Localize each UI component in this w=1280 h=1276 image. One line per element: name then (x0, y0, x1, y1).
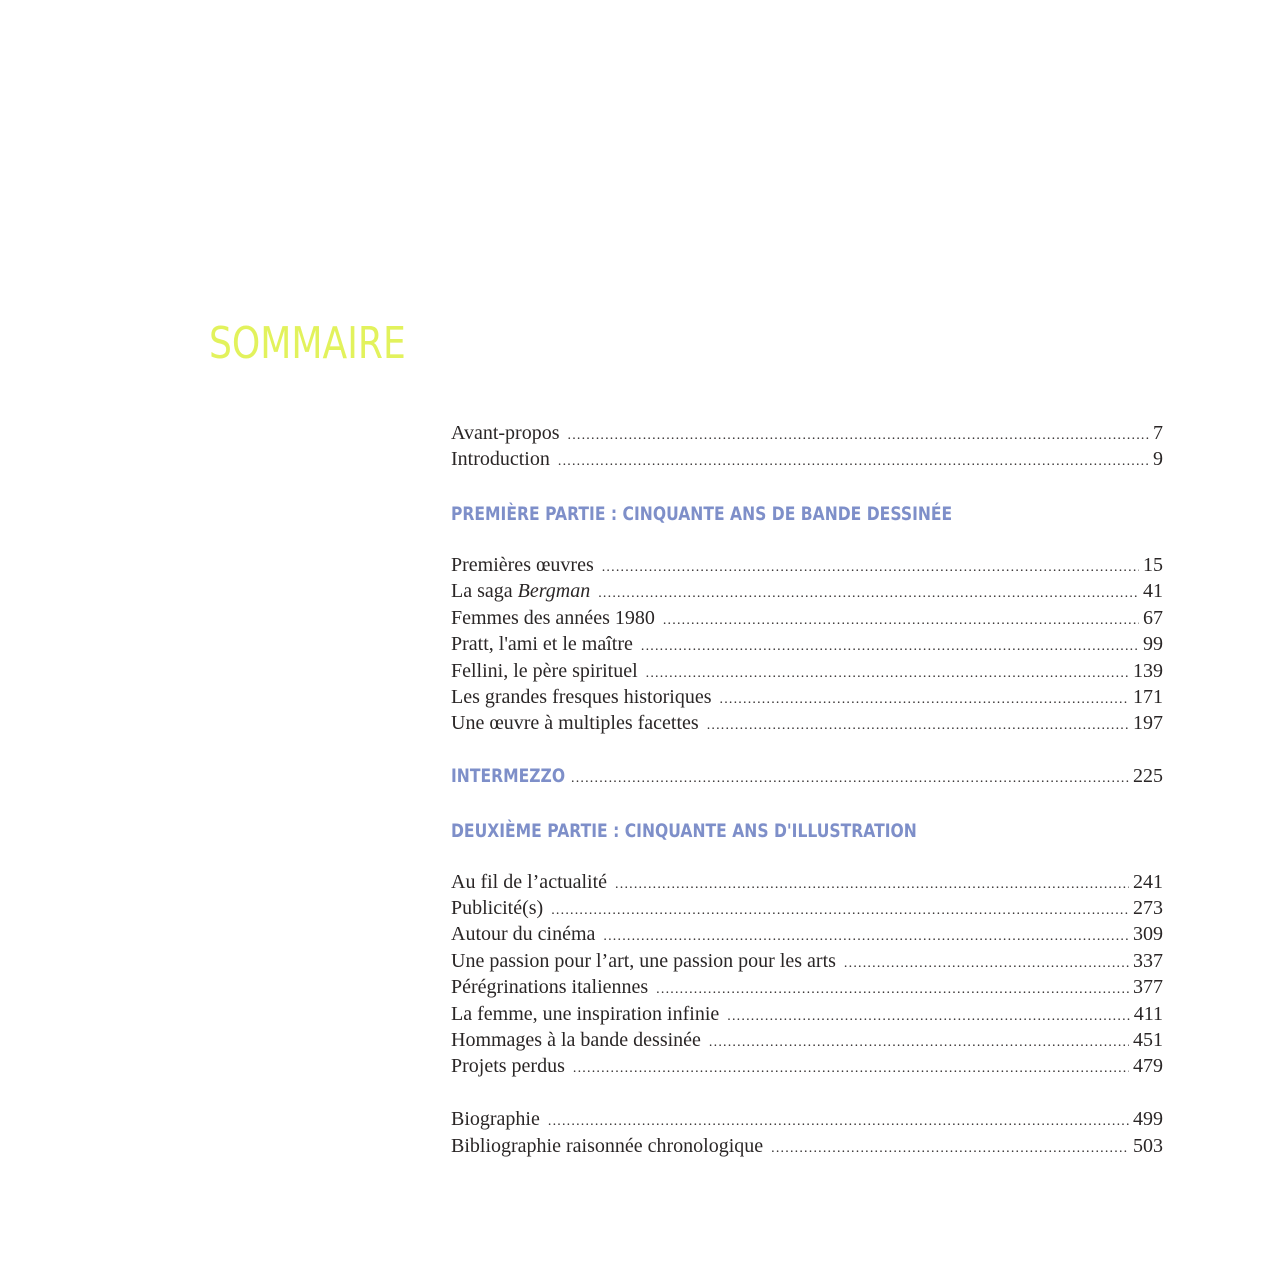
toc-entry-label: Pérégrinations italiennes (451, 976, 649, 999)
toc-entry-label: Premières œuvres (451, 553, 594, 576)
dot-leader (844, 956, 1129, 972)
toc-entry-label: Pratt, l'ami et le maître (451, 633, 633, 656)
part-one-group (451, 554, 1163, 739)
dot-leader (720, 692, 1130, 708)
toc-entry[interactable] (451, 607, 1163, 633)
toc-entry[interactable] (451, 633, 1163, 659)
spacer (451, 1082, 1163, 1108)
toc-entry-page: 99 (1143, 633, 1163, 656)
toc-entry-label: Femmes des années 1980 (451, 606, 655, 629)
toc-entry-page: 377 (1133, 976, 1163, 999)
dot-leader (571, 771, 1129, 787)
intermezzo-label-text: INTERMEZZO (451, 765, 566, 788)
spacer (451, 475, 1163, 501)
toc-entry-page: 171 (1133, 685, 1163, 708)
toc-entry[interactable] (451, 422, 1163, 448)
toc-entry-page: 15 (1143, 553, 1163, 576)
dot-leader (568, 428, 1150, 444)
toc-entry-label: Fellini, le père spirituel (451, 659, 638, 682)
toc-entry-page: 337 (1133, 949, 1163, 972)
toc-entry-label: Les grandes fresques historiques (451, 685, 712, 708)
toc-entry[interactable] (451, 1135, 1163, 1161)
dot-leader (548, 1114, 1129, 1130)
toc-entry-label: Bibliographie raisonnée chronologique (451, 1134, 764, 1157)
toc-entry[interactable] (451, 1055, 1163, 1081)
toc-entry-page: 139 (1133, 659, 1163, 682)
toc-entry-label: Autour du cinéma (451, 923, 596, 946)
toc-entry[interactable] (451, 686, 1163, 712)
intermezzo-entry[interactable] (451, 765, 1163, 791)
dot-leader (573, 1061, 1129, 1077)
toc-entry-page: 7 (1153, 422, 1163, 444)
toc-entry[interactable] (451, 976, 1163, 1002)
dot-leader (602, 560, 1139, 576)
dot-leader (771, 1141, 1129, 1157)
toc-entry-label: Publicité(s) (451, 897, 544, 920)
toc-entry-label (451, 580, 590, 603)
spacer (451, 528, 1163, 554)
dot-leader (707, 718, 1129, 734)
dot-leader (603, 929, 1129, 945)
toc-entry-page: 451 (1133, 1028, 1163, 1051)
toc-entry[interactable] (451, 871, 1163, 897)
dot-leader (558, 454, 1149, 470)
toc-entry-label: Au fil de l’actualité (451, 870, 608, 893)
toc-entry-page: 499 (1133, 1108, 1163, 1131)
toc-entry[interactable] (451, 660, 1163, 686)
toc-entry-label-italic: Bergman (517, 580, 591, 603)
toc-entry[interactable] (451, 950, 1163, 976)
intro-group (451, 422, 1163, 475)
toc-entry-page: 411 (1133, 1002, 1163, 1025)
dot-leader (656, 982, 1129, 998)
part-two-heading: DEUXIÈME PARTIE : CINQUANTE ANS D'ILLUSTRATION (451, 819, 917, 842)
closing-group (451, 1108, 1163, 1161)
toc-entry[interactable] (451, 580, 1163, 606)
toc-entry-page: 241 (1133, 870, 1163, 893)
toc-entry[interactable] (451, 448, 1163, 474)
toc-entry-page: 309 (1133, 923, 1163, 946)
toc-entry[interactable] (451, 1029, 1163, 1055)
toc-entry[interactable] (451, 1108, 1163, 1134)
toc-entry-label: Introduction (451, 448, 550, 471)
dot-leader (709, 1035, 1129, 1051)
toc-entry-page: 273 (1133, 897, 1163, 920)
toc-entry-label: Hommages à la bande dessinée (451, 1028, 701, 1051)
intermezzo-label (451, 765, 566, 788)
dot-leader (646, 666, 1129, 682)
dot-leader (663, 613, 1139, 629)
table-of-contents (451, 422, 1163, 1161)
toc-entry-page: 9 (1153, 448, 1163, 471)
toc-entry-label: Projets perdus (451, 1055, 565, 1078)
toc-entry-page: 503 (1133, 1134, 1163, 1157)
spacer (451, 791, 1163, 817)
page-title: SOMMAIRE (209, 318, 406, 369)
toc-entry-label: Avant-propos (451, 422, 560, 444)
dot-leader (641, 639, 1139, 655)
toc-entry[interactable] (451, 923, 1163, 949)
dot-leader (615, 877, 1129, 893)
toc-entry[interactable] (451, 1003, 1163, 1029)
spacer (451, 739, 1163, 765)
toc-entry-page: 67 (1143, 606, 1163, 629)
toc-entry-page: 225 (1133, 765, 1163, 788)
toc-entry-label: Biographie (451, 1108, 540, 1131)
dot-leader (551, 903, 1129, 919)
toc-entry-label: Une œuvre à multiples facettes (451, 712, 699, 735)
toc-entry-page: 197 (1133, 712, 1163, 735)
toc-entry[interactable] (451, 554, 1163, 580)
dot-leader (598, 586, 1139, 602)
dot-leader (727, 1009, 1129, 1025)
part-two-group (451, 871, 1163, 1082)
toc-entry[interactable] (451, 897, 1163, 923)
toc-entry[interactable] (451, 712, 1163, 738)
toc-entry-page: 479 (1133, 1055, 1163, 1078)
spacer (451, 844, 1163, 870)
toc-entry-label-prefix: La saga (451, 580, 518, 603)
part-one-heading: PREMIÈRE PARTIE : CINQUANTE ANS DE BANDE DESSINÉE (451, 503, 953, 526)
toc-entry-label: La femme, une inspiration infinie (451, 1002, 720, 1025)
toc-entry-label: Une passion pour l’art, une passion pour les arts (451, 949, 836, 972)
toc-entry-page: 41 (1143, 580, 1163, 603)
